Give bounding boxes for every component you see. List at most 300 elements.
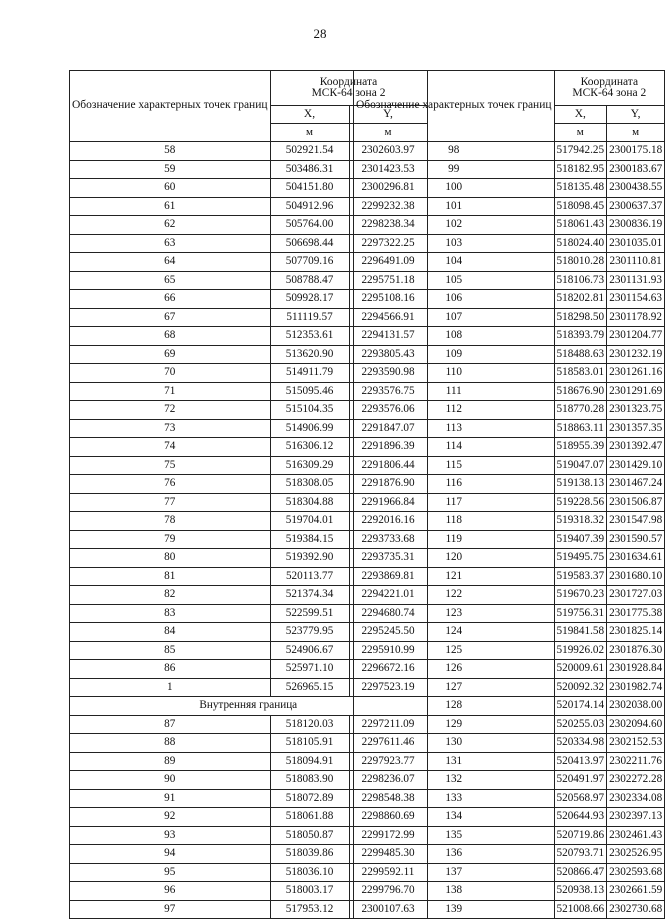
point-id-cell: 99 <box>354 160 555 179</box>
x-coordinate-cell: 520644.93 <box>554 808 607 827</box>
point-id-cell: 77 <box>70 493 271 512</box>
point-id-cell: 119 <box>354 530 555 549</box>
point-id-cell: 66 <box>70 290 271 309</box>
y-coordinate-cell: 2299232.38 <box>349 197 427 216</box>
point-id-cell: 100 <box>354 179 555 198</box>
point-id-cell: 58 <box>70 142 271 161</box>
x-coordinate-cell: 518003.17 <box>270 882 349 901</box>
table-row <box>354 882 665 901</box>
y-coordinate-cell: 2294566.91 <box>349 308 427 327</box>
x-coordinate-cell: 520938.13 <box>554 882 607 901</box>
table-row <box>354 734 665 753</box>
x-coordinate-cell: 518583.01 <box>554 364 607 383</box>
point-id-cell: 110 <box>354 364 555 383</box>
header-coordinate-system: МСК-64 зона 2 <box>311 87 386 99</box>
table-row <box>354 160 665 179</box>
x-coordinate-cell: 503486.31 <box>270 160 349 179</box>
header-x-unit: м <box>554 124 607 142</box>
table-row <box>354 845 665 864</box>
x-coordinate-cell: 519384.15 <box>270 530 349 549</box>
x-coordinate-cell: 520009.61 <box>554 660 607 679</box>
x-coordinate-cell: 520334.98 <box>554 734 607 753</box>
y-coordinate-cell: 2301323.75 <box>607 401 665 420</box>
point-id-cell: 105 <box>354 271 555 290</box>
x-coordinate-cell: 514906.99 <box>270 419 349 438</box>
point-id-cell: 96 <box>70 882 271 901</box>
y-coordinate-cell: 2293869.81 <box>349 567 427 586</box>
y-coordinate-cell: 2298548.38 <box>349 789 427 808</box>
x-coordinate-cell: 519670.23 <box>554 586 607 605</box>
point-id-cell: 104 <box>354 253 555 272</box>
point-id-cell: 61 <box>70 197 271 216</box>
table-row <box>354 475 665 494</box>
x-coordinate-cell: 504151.80 <box>270 179 349 198</box>
point-id-cell: 72 <box>70 401 271 420</box>
y-coordinate-cell: 2301727.03 <box>607 586 665 605</box>
table-row <box>354 789 665 808</box>
table-row <box>354 567 665 586</box>
y-coordinate-cell: 2299796.70 <box>349 882 427 901</box>
page-number: 28 <box>313 26 327 41</box>
point-id-cell: 107 <box>354 308 555 327</box>
y-coordinate-cell: 2301357.35 <box>607 419 665 438</box>
point-id-cell: 109 <box>354 345 555 364</box>
point-id-cell: 1 <box>70 678 271 697</box>
point-id-cell: 88 <box>70 734 271 753</box>
x-coordinate-cell: 515104.35 <box>270 401 349 420</box>
point-id-cell: 91 <box>70 789 271 808</box>
x-coordinate-cell: 519228.56 <box>554 493 607 512</box>
y-coordinate-cell: 2301429.10 <box>607 456 665 475</box>
x-coordinate-cell: 523779.95 <box>270 623 349 642</box>
x-coordinate-cell: 505764.00 <box>270 216 349 235</box>
x-coordinate-cell: 518098.45 <box>554 197 607 216</box>
y-coordinate-cell: 2296672.16 <box>349 660 427 679</box>
x-coordinate-cell: 518050.87 <box>270 826 349 845</box>
point-id-cell: 92 <box>70 808 271 827</box>
x-coordinate-cell: 518105.91 <box>270 734 349 753</box>
y-coordinate-cell: 2301423.53 <box>349 160 427 179</box>
point-id-cell: 139 <box>354 900 555 919</box>
point-id-cell: 138 <box>354 882 555 901</box>
x-coordinate-cell: 519495.75 <box>554 549 607 568</box>
point-id-cell: 82 <box>70 586 271 605</box>
x-coordinate-cell: 519138.13 <box>554 475 607 494</box>
y-coordinate-cell: 2291876.90 <box>349 475 427 494</box>
table-row <box>354 678 665 697</box>
x-coordinate-cell: 511119.57 <box>270 308 349 327</box>
point-id-cell: 74 <box>70 438 271 457</box>
x-coordinate-cell: 508788.47 <box>270 271 349 290</box>
table-row <box>354 493 665 512</box>
y-coordinate-cell: 2301547.98 <box>607 512 665 531</box>
table-row <box>354 771 665 790</box>
point-id-cell: 117 <box>354 493 555 512</box>
x-coordinate-cell: 520413.97 <box>554 752 607 771</box>
x-coordinate-cell: 519704.01 <box>270 512 349 531</box>
point-id-cell: 131 <box>354 752 555 771</box>
y-coordinate-cell: 2301876.30 <box>607 641 665 660</box>
y-coordinate-cell: 2301825.14 <box>607 623 665 642</box>
point-id-cell: 86 <box>70 660 271 679</box>
x-coordinate-cell: 504912.96 <box>270 197 349 216</box>
y-coordinate-cell: 2293805.43 <box>349 345 427 364</box>
x-coordinate-cell: 519392.90 <box>270 549 349 568</box>
x-coordinate-cell: 507709.16 <box>270 253 349 272</box>
y-coordinate-cell: 2301982.74 <box>607 678 665 697</box>
y-coordinate-cell: 2293735.31 <box>349 549 427 568</box>
x-coordinate-cell: 515095.46 <box>270 382 349 401</box>
point-id-cell: 95 <box>70 863 271 882</box>
y-coordinate-cell: 2302661.59 <box>607 882 665 901</box>
y-coordinate-cell: 2302272.28 <box>607 771 665 790</box>
y-coordinate-cell: 2300183.67 <box>607 160 665 179</box>
y-coordinate-cell: 2293576.75 <box>349 382 427 401</box>
table-row <box>354 623 665 642</box>
point-id-cell: 116 <box>354 475 555 494</box>
table-row <box>354 308 665 327</box>
header-y-unit: м <box>349 124 427 142</box>
y-coordinate-cell: 2302397.13 <box>607 808 665 827</box>
point-id-cell: 83 <box>70 604 271 623</box>
table-row <box>354 179 665 198</box>
table-row <box>354 364 665 383</box>
header-y: Y, <box>349 106 427 124</box>
coordinates-table-right <box>353 70 665 919</box>
y-coordinate-cell: 2291847.07 <box>349 419 427 438</box>
y-coordinate-cell: 2301232.19 <box>607 345 665 364</box>
x-coordinate-cell: 518072.89 <box>270 789 349 808</box>
y-coordinate-cell: 2296491.09 <box>349 253 427 272</box>
table-row <box>354 863 665 882</box>
y-coordinate-cell: 2301775.38 <box>607 604 665 623</box>
y-coordinate-cell: 2301506.87 <box>607 493 665 512</box>
table-row <box>354 234 665 253</box>
y-coordinate-cell: 2299485.30 <box>349 845 427 864</box>
table-row <box>354 456 665 475</box>
table-row <box>354 327 665 346</box>
table-row <box>354 752 665 771</box>
x-coordinate-cell: 519583.37 <box>554 567 607 586</box>
x-coordinate-cell: 518308.05 <box>270 475 349 494</box>
table-row <box>354 253 665 272</box>
x-coordinate-cell: 518393.79 <box>554 327 607 346</box>
header-x: X, <box>554 106 607 124</box>
y-coordinate-cell: 2302152.53 <box>607 734 665 753</box>
point-id-cell: 103 <box>354 234 555 253</box>
y-coordinate-cell: 2298236.07 <box>349 771 427 790</box>
point-id-cell: 79 <box>70 530 271 549</box>
y-coordinate-cell: 2295910.99 <box>349 641 427 660</box>
y-coordinate-cell: 2301154.63 <box>607 290 665 309</box>
point-id-cell: 121 <box>354 567 555 586</box>
point-id-cell: 115 <box>354 456 555 475</box>
point-id-cell: 71 <box>70 382 271 401</box>
y-coordinate-cell: 2293576.06 <box>349 401 427 420</box>
y-coordinate-cell: 2292016.16 <box>349 512 427 531</box>
x-coordinate-cell: 520866.47 <box>554 863 607 882</box>
x-coordinate-cell: 521008.66 <box>554 900 607 919</box>
point-id-cell: 114 <box>354 438 555 457</box>
y-coordinate-cell: 2291966.84 <box>349 493 427 512</box>
x-coordinate-cell: 516306.12 <box>270 438 349 457</box>
point-id-cell: 60 <box>70 179 271 198</box>
x-coordinate-cell: 519926.02 <box>554 641 607 660</box>
point-id-cell: 123 <box>354 604 555 623</box>
x-coordinate-cell: 520092.32 <box>554 678 607 697</box>
x-coordinate-cell: 516309.29 <box>270 456 349 475</box>
point-id-cell: 120 <box>354 549 555 568</box>
point-id-cell: 65 <box>70 271 271 290</box>
x-coordinate-cell: 506698.44 <box>270 234 349 253</box>
x-coordinate-cell: 518106.73 <box>554 271 607 290</box>
x-coordinate-cell: 520174.14 <box>554 697 607 716</box>
y-coordinate-cell: 2301928.84 <box>607 660 665 679</box>
x-coordinate-cell: 502921.54 <box>270 142 349 161</box>
x-coordinate-cell: 518094.91 <box>270 752 349 771</box>
point-id-cell: 70 <box>70 364 271 383</box>
table-row <box>354 197 665 216</box>
x-coordinate-cell: 524906.67 <box>270 641 349 660</box>
y-coordinate-cell: 2301634.61 <box>607 549 665 568</box>
table-row <box>354 697 665 716</box>
x-coordinate-cell: 518202.81 <box>554 290 607 309</box>
point-id-cell: 68 <box>70 327 271 346</box>
x-coordinate-cell: 520568.97 <box>554 789 607 808</box>
x-coordinate-cell: 517953.12 <box>270 900 349 919</box>
table-row <box>354 715 665 734</box>
header-coordinate-title <box>554 71 665 106</box>
header-coordinate-system: МСК-64 зона 2 <box>572 87 647 99</box>
point-id-cell: 73 <box>70 419 271 438</box>
table-row <box>354 216 665 235</box>
y-coordinate-cell: 2294680.74 <box>349 604 427 623</box>
point-id-cell: 81 <box>70 567 271 586</box>
y-coordinate-cell: 2295245.50 <box>349 623 427 642</box>
table-row <box>354 382 665 401</box>
y-coordinate-cell: 2298860.69 <box>349 808 427 827</box>
point-id-cell: 124 <box>354 623 555 642</box>
x-coordinate-cell: 518010.28 <box>554 253 607 272</box>
point-id-cell: 93 <box>70 826 271 845</box>
y-coordinate-cell: 2291806.44 <box>349 456 427 475</box>
x-coordinate-cell: 519318.32 <box>554 512 607 531</box>
y-coordinate-cell: 2301204.77 <box>607 327 665 346</box>
point-id-cell: 85 <box>70 641 271 660</box>
point-id-cell: 126 <box>354 660 555 679</box>
y-coordinate-cell: 2301680.10 <box>607 567 665 586</box>
point-id-cell: 59 <box>70 160 271 179</box>
table-row <box>354 438 665 457</box>
x-coordinate-cell: 520719.86 <box>554 826 607 845</box>
table-row <box>354 549 665 568</box>
point-id-cell: 118 <box>354 512 555 531</box>
header-point-id: Обозначение характерных точек границ <box>70 71 271 142</box>
y-coordinate-cell: 2295108.16 <box>349 290 427 309</box>
table-row <box>354 826 665 845</box>
y-coordinate-cell: 2297523.19 <box>349 678 427 697</box>
x-coordinate-cell: 518488.63 <box>554 345 607 364</box>
x-coordinate-cell: 520491.97 <box>554 771 607 790</box>
point-id-cell: 101 <box>354 197 555 216</box>
x-coordinate-cell: 513620.90 <box>270 345 349 364</box>
y-coordinate-cell: 2301291.69 <box>607 382 665 401</box>
x-coordinate-cell: 525971.10 <box>270 660 349 679</box>
point-id-cell: 133 <box>354 789 555 808</box>
y-coordinate-cell: 2297923.77 <box>349 752 427 771</box>
table-row <box>354 401 665 420</box>
x-coordinate-cell: 519841.58 <box>554 623 607 642</box>
table-row <box>354 530 665 549</box>
x-coordinate-cell: 509928.17 <box>270 290 349 309</box>
x-coordinate-cell: 518298.50 <box>554 308 607 327</box>
x-coordinate-cell: 520255.03 <box>554 715 607 734</box>
y-coordinate-cell: 2301178.92 <box>607 308 665 327</box>
y-coordinate-cell: 2302526.95 <box>607 845 665 864</box>
y-coordinate-cell: 2299592.11 <box>349 863 427 882</box>
y-coordinate-cell: 2301131.93 <box>607 271 665 290</box>
y-coordinate-cell: 2302593.68 <box>607 863 665 882</box>
x-coordinate-cell: 518061.88 <box>270 808 349 827</box>
table-row <box>354 660 665 679</box>
x-coordinate-cell: 518083.90 <box>270 771 349 790</box>
x-coordinate-cell: 518863.11 <box>554 419 607 438</box>
x-coordinate-cell: 514911.79 <box>270 364 349 383</box>
y-coordinate-cell: 2301110.81 <box>607 253 665 272</box>
y-coordinate-cell: 2301467.24 <box>607 475 665 494</box>
x-coordinate-cell: 518036.10 <box>270 863 349 882</box>
y-coordinate-cell: 2297211.09 <box>349 715 427 734</box>
header-coordinate-label: Координата <box>319 75 378 88</box>
table-row <box>354 271 665 290</box>
x-coordinate-cell: 518120.03 <box>270 715 349 734</box>
x-coordinate-cell: 518024.40 <box>554 234 607 253</box>
point-id-cell: 132 <box>354 771 555 790</box>
header-y-unit: м <box>607 124 665 142</box>
x-coordinate-cell: 520113.77 <box>270 567 349 586</box>
table-row <box>354 604 665 623</box>
point-id-cell: 127 <box>354 678 555 697</box>
point-id-cell: 69 <box>70 345 271 364</box>
x-coordinate-cell: 518304.88 <box>270 493 349 512</box>
table-row <box>354 900 665 919</box>
x-coordinate-cell: 518182.95 <box>554 160 607 179</box>
point-id-cell: 94 <box>70 845 271 864</box>
point-id-cell: 130 <box>354 734 555 753</box>
y-coordinate-cell: 2295751.18 <box>349 271 427 290</box>
x-coordinate-cell: 518135.48 <box>554 179 607 198</box>
x-coordinate-cell: 519756.31 <box>554 604 607 623</box>
y-coordinate-cell: 2302603.97 <box>349 142 427 161</box>
y-coordinate-cell: 2298238.34 <box>349 216 427 235</box>
y-coordinate-cell: 2300296.81 <box>349 179 427 198</box>
point-id-cell: 111 <box>354 382 555 401</box>
y-coordinate-cell: 2294131.57 <box>349 327 427 346</box>
header-x-unit: м <box>270 124 349 142</box>
point-id-cell: 137 <box>354 863 555 882</box>
x-coordinate-cell: 521374.34 <box>270 586 349 605</box>
y-coordinate-cell: 2294221.01 <box>349 586 427 605</box>
table-row <box>354 808 665 827</box>
y-coordinate-cell: 2300175.18 <box>607 142 665 161</box>
point-id-cell: 87 <box>70 715 271 734</box>
y-coordinate-cell: 2300836.19 <box>607 216 665 235</box>
point-id-cell: 112 <box>354 401 555 420</box>
point-id-cell: 134 <box>354 808 555 827</box>
table-row <box>354 142 665 161</box>
y-coordinate-cell: 2302038.00 <box>607 697 665 716</box>
point-id-cell: 75 <box>70 456 271 475</box>
right-table-body <box>354 142 665 919</box>
point-id-cell: 136 <box>354 845 555 864</box>
y-coordinate-cell: 2302334.08 <box>607 789 665 808</box>
y-coordinate-cell: 2302094.60 <box>607 715 665 734</box>
table-row <box>354 586 665 605</box>
point-id-cell: 62 <box>70 216 271 235</box>
y-coordinate-cell: 2302211.76 <box>607 752 665 771</box>
y-coordinate-cell: 2300438.55 <box>607 179 665 198</box>
point-id-cell: 102 <box>354 216 555 235</box>
y-coordinate-cell: 2293590.98 <box>349 364 427 383</box>
x-coordinate-cell: 518061.43 <box>554 216 607 235</box>
header-point-id: Обозначение характерных точек границ <box>354 71 555 142</box>
table-row <box>354 419 665 438</box>
y-coordinate-cell: 2299172.99 <box>349 826 427 845</box>
point-id-cell: 89 <box>70 752 271 771</box>
point-id-cell: 98 <box>354 142 555 161</box>
header-x: X, <box>270 106 349 124</box>
y-coordinate-cell: 2297322.25 <box>349 234 427 253</box>
x-coordinate-cell: 518676.90 <box>554 382 607 401</box>
y-coordinate-cell: 2293733.68 <box>349 530 427 549</box>
x-coordinate-cell: 512353.61 <box>270 327 349 346</box>
point-id-cell: 84 <box>70 623 271 642</box>
y-coordinate-cell: 2300637.37 <box>607 197 665 216</box>
x-coordinate-cell: 518039.86 <box>270 845 349 864</box>
y-coordinate-cell: 2301261.16 <box>607 364 665 383</box>
point-id-cell: 90 <box>70 771 271 790</box>
point-id-cell: 97 <box>70 900 271 919</box>
section-heading: Внутренняя граница <box>70 697 428 716</box>
y-coordinate-cell: 2301392.47 <box>607 438 665 457</box>
y-coordinate-cell: 2302461.43 <box>607 826 665 845</box>
table-row <box>354 345 665 364</box>
y-coordinate-cell: 2301035.01 <box>607 234 665 253</box>
x-coordinate-cell: 519047.07 <box>554 456 607 475</box>
point-id-cell: 63 <box>70 234 271 253</box>
x-coordinate-cell: 520793.71 <box>554 845 607 864</box>
point-id-cell: 76 <box>70 475 271 494</box>
point-id-cell: 80 <box>70 549 271 568</box>
point-id-cell: 106 <box>354 290 555 309</box>
point-id-cell: 108 <box>354 327 555 346</box>
table-row <box>354 641 665 660</box>
y-coordinate-cell: 2301590.57 <box>607 530 665 549</box>
header-y: Y, <box>607 106 665 124</box>
point-id-cell: 129 <box>354 715 555 734</box>
x-coordinate-cell: 518955.39 <box>554 438 607 457</box>
point-id-cell: 67 <box>70 308 271 327</box>
y-coordinate-cell: 2302730.68 <box>607 900 665 919</box>
point-id-cell: 125 <box>354 641 555 660</box>
point-id-cell: 113 <box>354 419 555 438</box>
x-coordinate-cell: 517942.25 <box>554 142 607 161</box>
x-coordinate-cell: 522599.51 <box>270 604 349 623</box>
y-coordinate-cell: 2300107.63 <box>349 900 427 919</box>
y-coordinate-cell: 2297611.46 <box>349 734 427 753</box>
point-id-cell: 128 <box>354 697 555 716</box>
x-coordinate-cell: 518770.28 <box>554 401 607 420</box>
